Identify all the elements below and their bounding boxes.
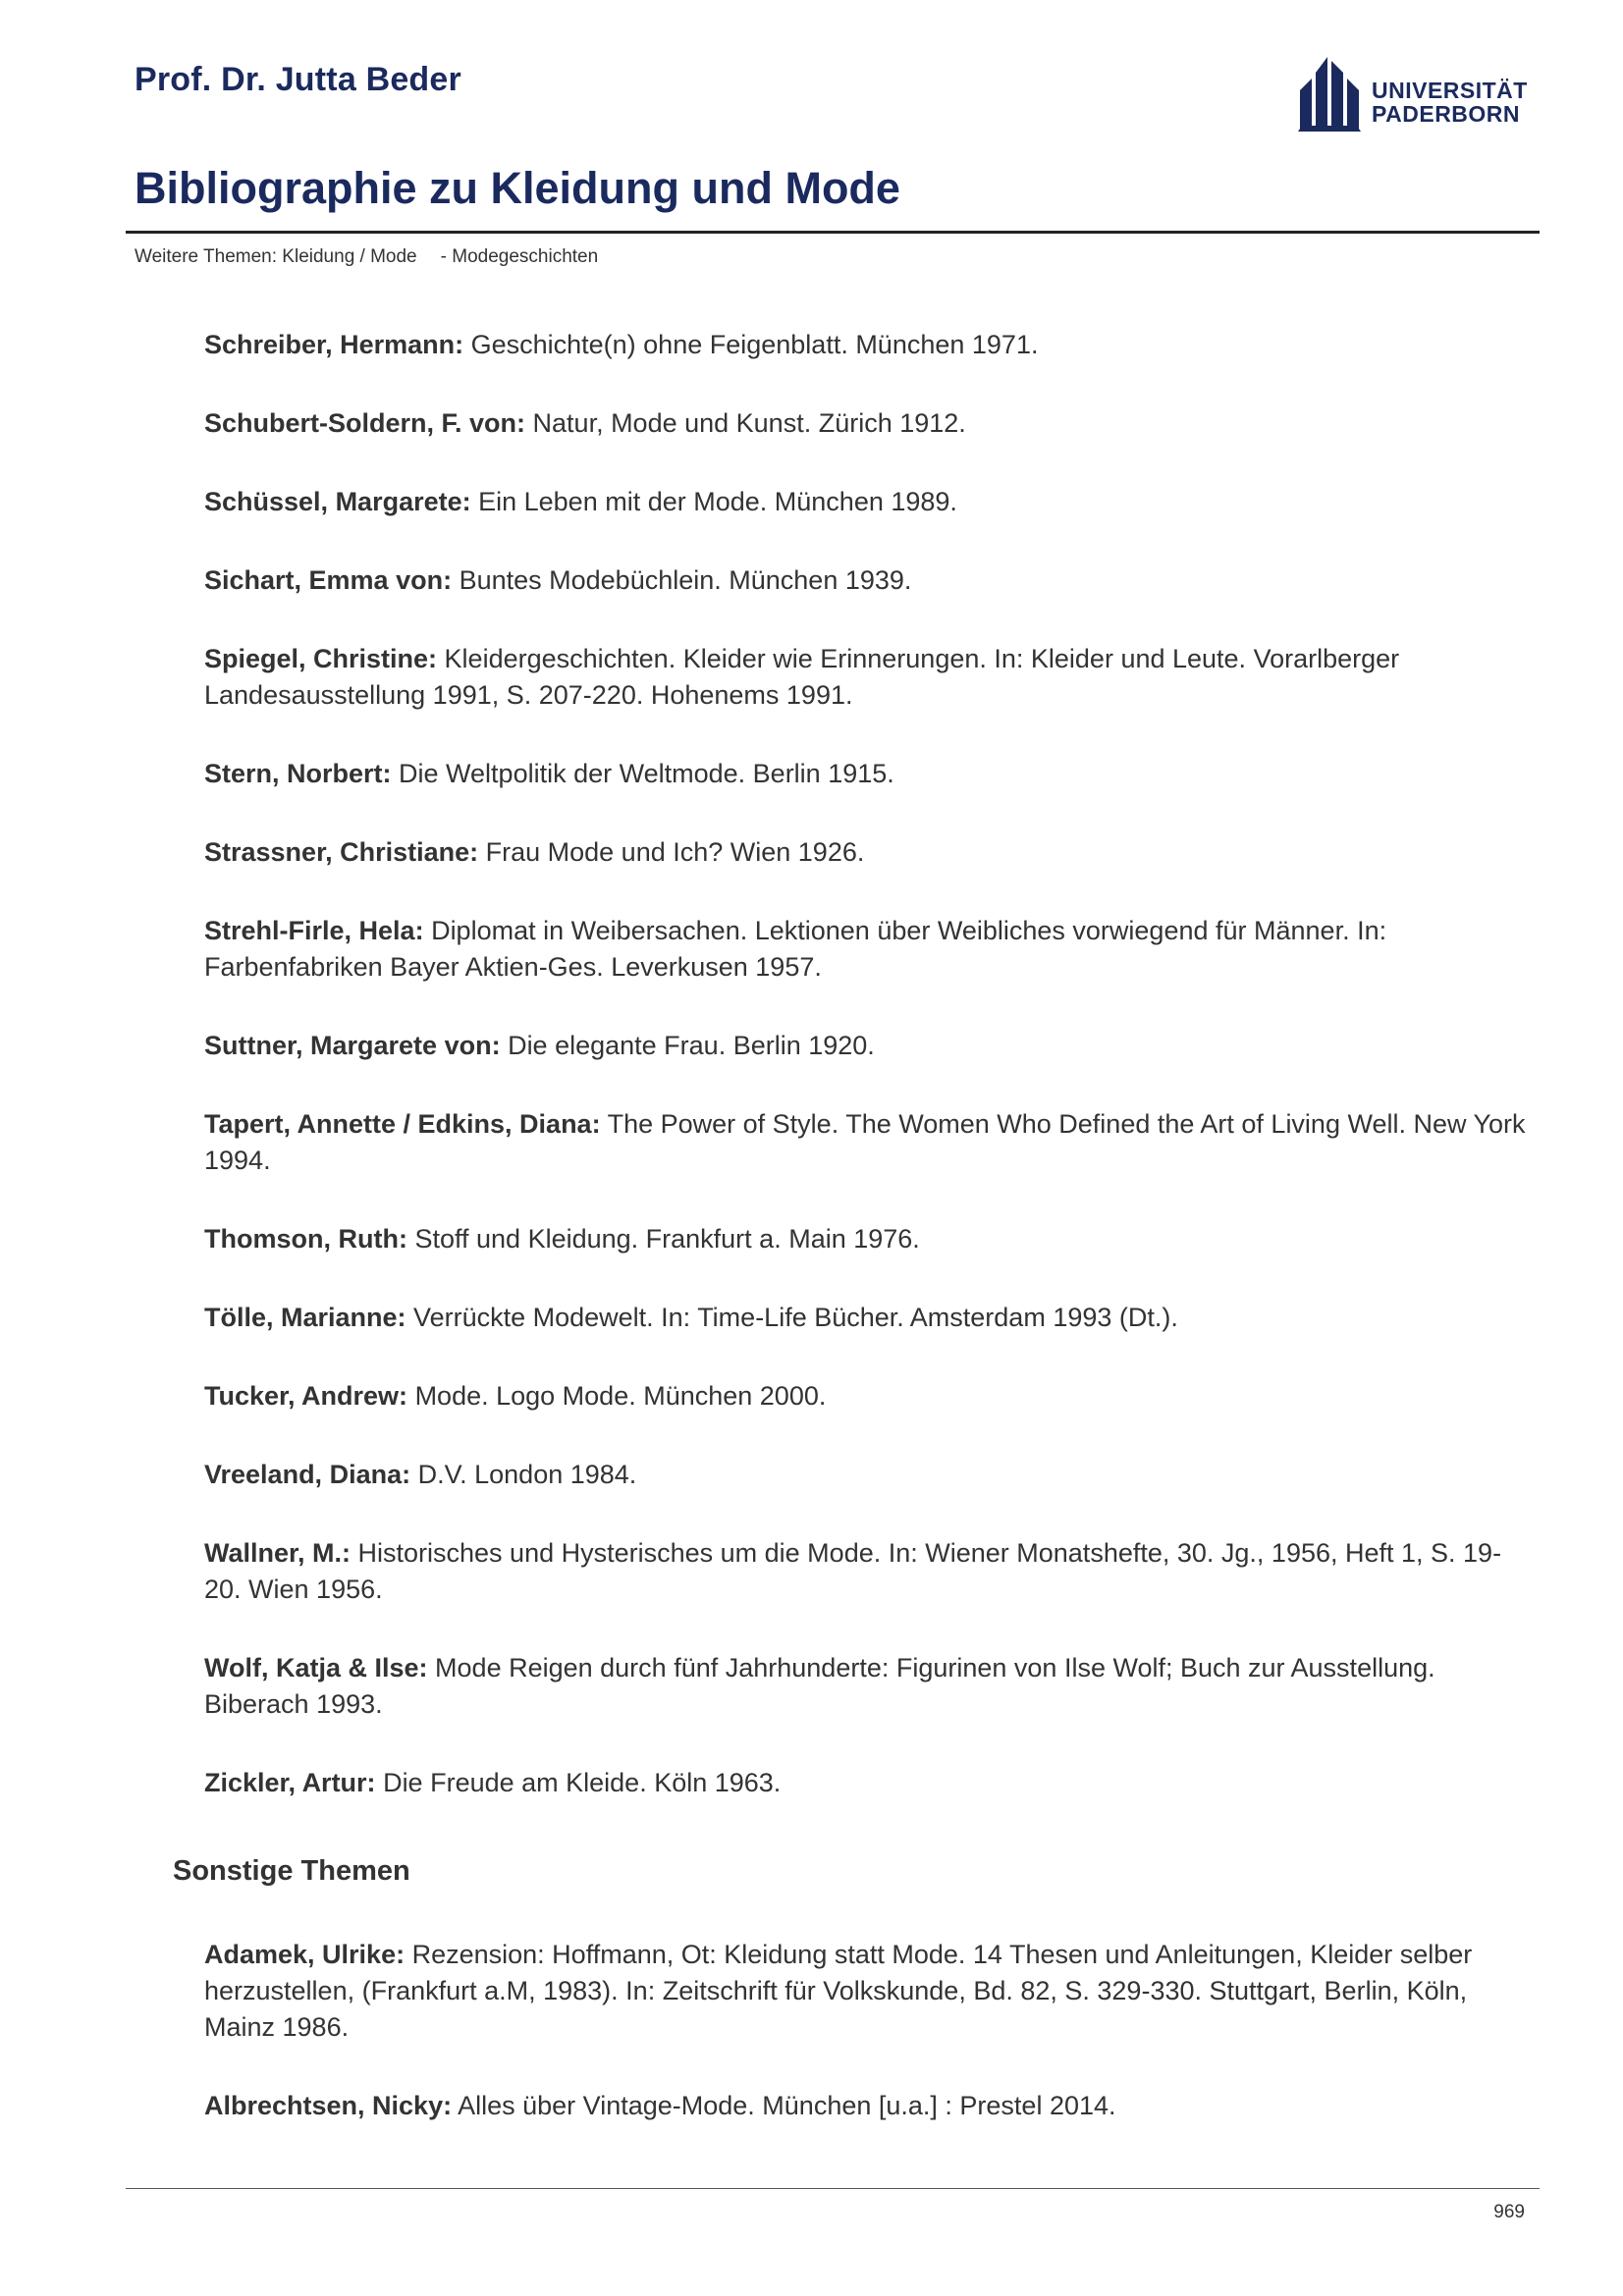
entry-text: Natur, Mode und Kunst. Zürich 1912. xyxy=(525,408,966,438)
university-logo xyxy=(1298,51,1526,132)
entry-text: Historisches und Hysterisches um die Mode. In: Wiener Monatshefte, 30. Jg., 1956, Heft 1, S. 19-20. Wien 1956. xyxy=(204,1538,1502,1604)
entry-text: Alles über Vintage-Mode. München [u.a.] : Prestel 2014. xyxy=(452,2091,1116,2120)
bibliography-entry xyxy=(204,641,1532,714)
bibliography-entry xyxy=(204,1300,1532,1336)
entry-author: Zickler, Artur: xyxy=(204,1768,376,1797)
bibliography-entry xyxy=(204,913,1532,986)
entry-text: Kleidergeschichten. Kleider wie Erinnerungen. In: Kleider und Leute. Vorarlberger Landesausstellung 1991, S. 207-220. Hohenems 1991. xyxy=(204,644,1400,710)
bibliography-entry xyxy=(204,1650,1532,1723)
bibliography-entry xyxy=(204,1765,1532,1801)
bibliography-entry xyxy=(204,327,1532,363)
entry-author: Thomson, Ruth: xyxy=(204,1224,407,1254)
bibliography-entry xyxy=(204,1937,1532,2046)
breadcrumb xyxy=(135,246,598,268)
header-divider xyxy=(126,231,1540,234)
page-title: Bibliographie zu Kleidung und Mode xyxy=(135,163,900,213)
entry-author: Spiegel, Christine: xyxy=(204,644,438,673)
entry-author: Wolf, Katja & Ilse: xyxy=(204,1653,428,1682)
entry-text: Rezension: Hoffmann, Ot: Kleidung statt Mode. 14 Thesen und Anleitungen, Kleider selber herzustellen, (Frankfurt a.M, 1983). In: Zeitschrift für Volkskunde, Bd. 82, S. 329-330. Stuttgart, Berlin, Köln, Mainz 1986. xyxy=(204,1940,1473,2042)
entry-author: Schreiber, Hermann: xyxy=(204,330,464,359)
bibliography-entry xyxy=(204,756,1532,792)
bibliography-entry xyxy=(204,1028,1532,1064)
entry-author: Vreeland, Diana: xyxy=(204,1460,411,1489)
bibliography-entry xyxy=(204,834,1532,871)
footer-divider xyxy=(126,2188,1540,2189)
entry-author: Tölle, Marianne: xyxy=(204,1303,406,1332)
breadcrumb-subtopic: - Modegeschichten xyxy=(440,246,599,267)
bibliography-entry xyxy=(204,1457,1532,1493)
entry-author: Sichart, Emma von: xyxy=(204,565,453,595)
entry-text: Frau Mode und Ich? Wien 1926. xyxy=(478,837,865,867)
entry-text: Die elegante Frau. Berlin 1920. xyxy=(500,1031,875,1060)
logo-line-1: UNIVERSITÄT xyxy=(1372,78,1528,103)
entry-text: Buntes Modebüchlein. München 1939. xyxy=(452,565,912,595)
breadcrumb-topic: Weitere Themen: Kleidung / Mode xyxy=(135,246,417,267)
entry-author: Suttner, Margarete von: xyxy=(204,1031,501,1060)
entry-text: Verrückte Modewelt. In: Time-Life Bücher. Amsterdam 1993 (Dt.). xyxy=(406,1303,1178,1332)
bibliography-entry xyxy=(204,562,1532,599)
entry-text: Ein Leben mit der Mode. München 1989. xyxy=(470,487,957,516)
entry-text: Die Weltpolitik der Weltmode. Berlin 1915. xyxy=(391,759,894,788)
bibliography-list xyxy=(204,327,1532,1801)
entry-author: Tucker, Andrew: xyxy=(204,1381,408,1411)
entry-author: Schubert-Soldern, F. von: xyxy=(204,408,526,438)
entry-text: Geschichte(n) ohne Feigenblatt. München 1971. xyxy=(463,330,1039,359)
entry-author: Adamek, Ulrike: xyxy=(204,1940,406,1969)
entry-author: Strehl-Firle, Hela: xyxy=(204,916,424,945)
entry-text: Mode. Logo Mode. München 2000. xyxy=(407,1381,827,1411)
bibliography-entry xyxy=(204,1221,1532,1257)
university-paderborn-logo-icon xyxy=(1298,51,1361,132)
entry-text: Diplomat in Weibersachen. Lektionen über Weibliches vorwiegend für Männer. In: Farbenfabriken Bayer Aktien-Ges. Leverkusen 1957. xyxy=(204,916,1387,982)
bibliography-list-other xyxy=(204,1937,1532,2124)
entry-author: Albrechtsen, Nicky: xyxy=(204,2091,453,2120)
entry-text: D.V. London 1984. xyxy=(410,1460,637,1489)
entry-text: Mode Reigen durch fünf Jahrhunderte: Figurinen von Ilse Wolf; Buch zur Ausstellung. Biberach 1993. xyxy=(204,1653,1435,1719)
entry-author: Strassner, Christiane: xyxy=(204,837,479,867)
entry-author: Schüssel, Margarete: xyxy=(204,487,471,516)
bibliography-entry xyxy=(204,484,1532,520)
entry-author: Stern, Norbert: xyxy=(204,759,392,788)
bibliography-entry xyxy=(204,1106,1532,1179)
entry-author: Wallner, M.: xyxy=(204,1538,352,1568)
entry-text: Stoff und Kleidung. Frankfurt a. Main 1976. xyxy=(406,1224,920,1254)
section-heading: Sonstige Themen xyxy=(173,1855,410,1887)
entry-author: Tapert, Annette / Edkins, Diana: xyxy=(204,1109,601,1139)
entry-text: The Power of Style. The Women Who Defined the Art of Living Well. New York 1994. xyxy=(204,1109,1526,1175)
page-number: 969 xyxy=(1493,2202,1525,2222)
bibliography-entry xyxy=(204,1378,1532,1415)
bibliography-entry xyxy=(204,405,1532,442)
author-name: Prof. Dr. Jutta Beder xyxy=(135,61,461,98)
bibliography-entry xyxy=(204,1535,1532,1608)
entry-text: Die Freude am Kleide. Köln 1963. xyxy=(375,1768,782,1797)
bibliography-entry xyxy=(204,2088,1532,2124)
logo-line-2: PADERBORN xyxy=(1372,101,1521,127)
